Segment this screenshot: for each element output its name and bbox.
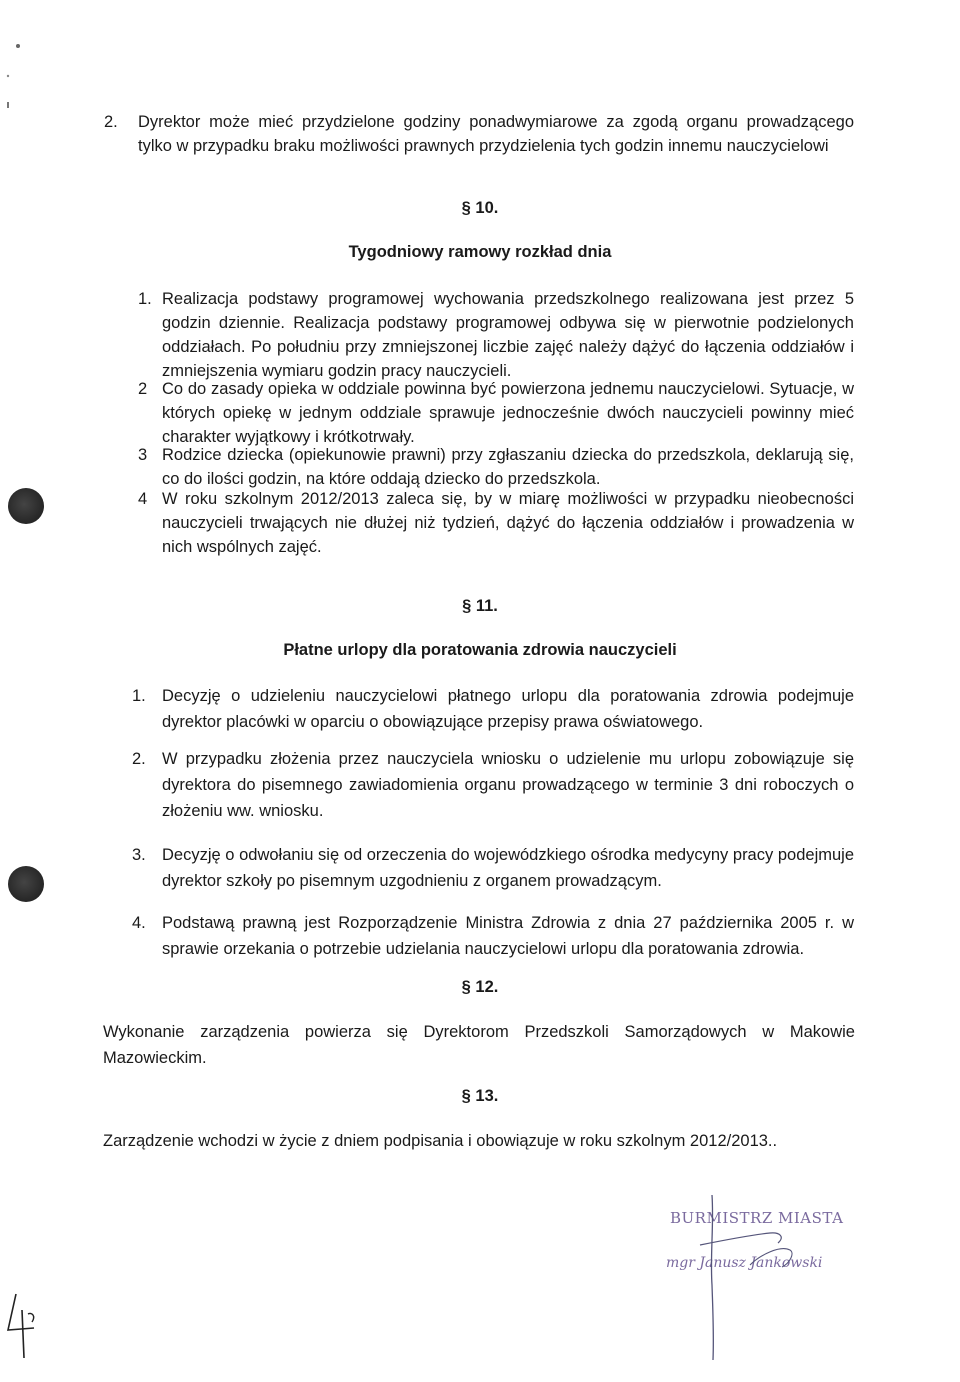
section-10-item-3-text: Rodzice dziecka (opiekunowie prawni) przy zgłaszaniu dziecka do przedszkola, deklarują się, co do ilości godzin, na które oddają dziecko do przedszkola. (162, 446, 854, 488)
section-10-item-1-text: Realizacja podstawy programowej wychowania przedszkolnego realizowana jest przez 5 godzin dziennie. Realizacja podstawy programowej odbywa się w pierwotnie podzielonych oddziałach. Po południu przy zmniejszonej liczbie zajęć należy dążyć do łączenia oddziałów i zmniejszenia wymiaru godzin pracy nauczycieli. (162, 290, 854, 380)
section-11-item-1 (132, 683, 854, 735)
section-12-heading: § 12. (461, 978, 499, 996)
section-10-title: Tygodniowy ramowy rozkład dnia (348, 243, 612, 261)
section-10-item-4 (138, 487, 854, 559)
handwritten-page-mark (4, 1290, 44, 1360)
section-12-text: Wykonanie zarządzenia powierza się Dyrektorom Przedszkoli Samorządowych w Makowie Mazowieckim. (103, 1023, 855, 1067)
paragraph-2-text: Dyrektor może mieć przydzielone godziny ponadwymiarowe za zgodą organu prowadzącego tylko w przypadku braku możliwości prawnych przydzielenia tych godzin innemu nauczycielowi (138, 113, 854, 155)
section-10-item-1 (138, 287, 854, 383)
section-11-title: Płatne urlopy dla poratowania zdrowia nauczycieli (283, 641, 677, 659)
section-11-item-2 (132, 746, 854, 824)
punch-hole-lower (8, 866, 44, 902)
section-11-item-2-number: 2. (132, 750, 146, 768)
section-13-heading: § 13. (461, 1087, 499, 1105)
section-10-heading: § 10. (461, 199, 499, 217)
section-13-text: Zarządzenie wchodzi w życie z dniem podpisania i obowiązuje w roku szkolnym 2012/2013.. (103, 1132, 778, 1150)
paragraph-2-number: 2. (104, 113, 118, 131)
handwritten-signature (640, 1185, 880, 1365)
section-11-item-1-number: 1. (132, 687, 146, 705)
section-11-heading: § 11. (462, 597, 498, 615)
section-11-item-3-text: Decyzję o odwołaniu się od orzeczenia do wojewódzkiego ośrodka medycyny pracy podejmuje dyrektor szkoły po pisemnym uzgodnieniu z organem prowadzącym. (162, 846, 854, 890)
section-11-item-3-number: 3. (132, 846, 146, 864)
section-10-item-1-number: 1. (138, 290, 152, 308)
section-11-item-3 (132, 842, 854, 894)
stamp-title: BURMISTRZ MIASTA (670, 1209, 844, 1227)
section-11-item-4 (132, 910, 854, 962)
section-10-item-2-text: Co do zasady opieka w oddziale powinna być powierzona jednemu nauczycielowi. Sytuacje, w których opiekę w jednym oddziale sprawuje jednocześnie dwóch nauczycieli powinny mieć charakter wyjątkowy i krótkotrwały. (162, 380, 854, 446)
section-11-item-4-number: 4. (132, 914, 146, 932)
section-11-item-1-text: Decyzję o udzieleniu nauczycielowi płatnego urlopu dla poratowania zdrowia podejmuje dyrektor placówki w oparciu o obowiązujące przepisy prawa oświatowego. (162, 687, 854, 731)
section-10-item-2-number: 2 (138, 380, 148, 398)
scan-specks (2, 30, 22, 120)
section-10-item-2 (138, 377, 854, 449)
stamp-name: mgr Janusz Jankowski (666, 1255, 823, 1271)
section-10-item-4-text: W roku szkolnym 2012/2013 zaleca się, by w miarę możliwości w przypadku nieobecności nauczycieli trwających nie dłużej niż tydzień, dążyć do łączenia oddziałów i prowadzenia w nich wspólnych zajęć. (162, 490, 854, 556)
section-11-item-4-text: Podstawą prawną jest Rozporządzenie Ministra Zdrowia z dnia 27 października 2005 r. w sprawie orzekania o potrzebie udzielania nauczycielowi urlopu dla poratowania zdrowia. (162, 914, 854, 958)
punch-hole-upper (8, 488, 44, 524)
section-10-item-4-number: 4 (138, 490, 148, 508)
section-11-item-2-text: W przypadku złożenia przez nauczyciela wniosku o udzielenie mu urlopu zobowiązuje się dyrektora do pisemnego zawiadomienia organu prowadzącego w terminie 3 dni roboczych o złożeniu ww. wniosku. (162, 750, 854, 820)
section-10-item-3-number: 3 (138, 446, 148, 464)
paragraph-2 (104, 110, 854, 158)
section-10-item-3 (138, 443, 854, 491)
